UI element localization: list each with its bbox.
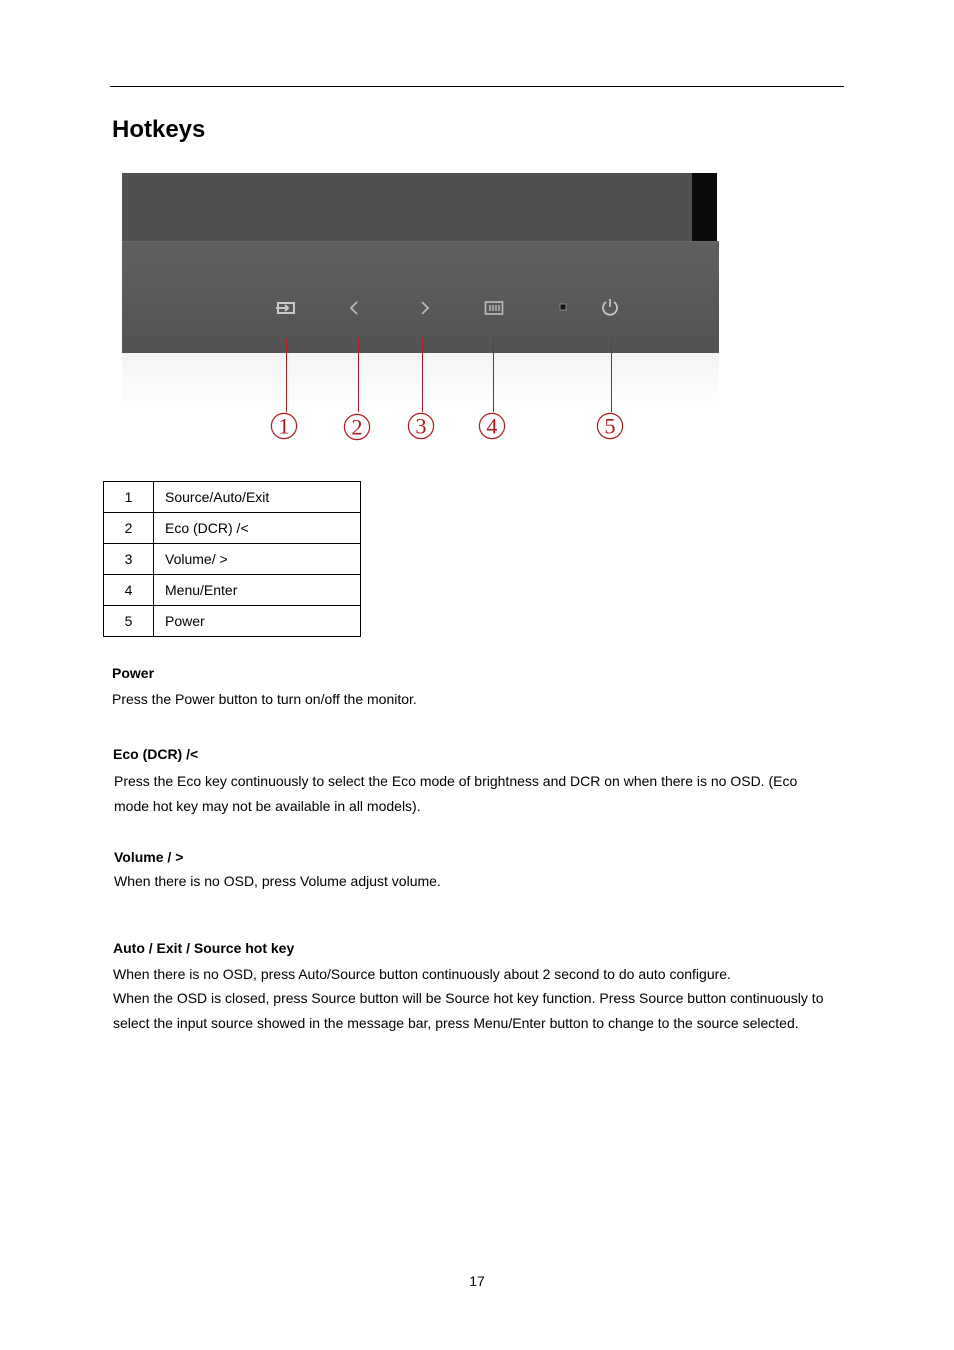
table-row bbox=[104, 482, 361, 513]
monitor-bezel bbox=[122, 241, 719, 353]
hotkey-table bbox=[103, 481, 361, 637]
page-title: Hotkeys bbox=[112, 116, 206, 143]
source-description-line-1: When there is no OSD, press Auto/Source button continuously about 2 second to do auto configure. bbox=[113, 966, 731, 982]
callout-number-2 bbox=[343, 413, 371, 441]
callout-line-1 bbox=[286, 338, 287, 412]
source-description-line-2: When the OSD is closed, press Source button will be Source hot key function. Press Source button continuously to bbox=[113, 990, 824, 1006]
volume-description: When there is no OSD, press Volume adjust volume. bbox=[114, 873, 441, 889]
callout-label: 2 bbox=[351, 414, 363, 440]
callout-number-3 bbox=[407, 412, 435, 440]
eco-heading: Eco (DCR) /< bbox=[113, 746, 199, 762]
eco-description-line-2: mode hot key may not be available in all models). bbox=[114, 798, 421, 814]
key-number: 1 bbox=[104, 482, 154, 513]
callout-line-3 bbox=[422, 338, 423, 412]
key-number: 4 bbox=[104, 575, 154, 606]
source-description-line-3: select the input source showed in the message bar, press Menu/Enter button to change to the source selected. bbox=[113, 1015, 799, 1031]
callout-label: 1 bbox=[278, 413, 290, 439]
key-number: 3 bbox=[104, 544, 154, 575]
eco-description-line-1: Press the Eco key continuously to select the Eco mode of brightness and DCR on when there is no OSD. (Eco bbox=[114, 773, 798, 789]
callout-line-2 bbox=[358, 338, 359, 412]
power-icon bbox=[600, 297, 620, 317]
right-arrow-icon bbox=[419, 300, 431, 316]
monitor-hotkeys-figure bbox=[120, 172, 720, 454]
power-description: Press the Power button to turn on/off the monitor. bbox=[112, 691, 417, 707]
key-function: Menu/Enter bbox=[154, 575, 361, 606]
key-function: Source/Auto/Exit bbox=[154, 482, 361, 513]
callout-number-4 bbox=[478, 412, 506, 440]
indicator-light-icon bbox=[558, 302, 568, 312]
callout-label: 5 bbox=[604, 413, 616, 439]
monitor-screen-edge bbox=[692, 173, 717, 241]
key-function: Power bbox=[154, 606, 361, 637]
table-row bbox=[104, 606, 361, 637]
callout-line-4 bbox=[493, 338, 494, 412]
source-icon bbox=[275, 300, 297, 316]
source-heading: Auto / Exit / Source hot key bbox=[113, 940, 295, 956]
volume-heading: Volume / > bbox=[114, 849, 184, 865]
table-row bbox=[104, 544, 361, 575]
callout-number-5 bbox=[596, 412, 624, 440]
key-number: 5 bbox=[104, 606, 154, 637]
callout-line-5 bbox=[611, 338, 612, 412]
callout-label: 4 bbox=[486, 413, 498, 439]
page-number: 17 bbox=[469, 1273, 485, 1289]
left-arrow-icon bbox=[348, 300, 360, 316]
key-function: Volume/ > bbox=[154, 544, 361, 575]
header-rule bbox=[110, 86, 844, 87]
monitor-screen bbox=[122, 173, 694, 241]
table-row bbox=[104, 513, 361, 544]
menu-icon bbox=[484, 300, 504, 316]
table-row bbox=[104, 575, 361, 606]
key-number: 2 bbox=[104, 513, 154, 544]
callout-label: 3 bbox=[415, 413, 427, 439]
power-heading: Power bbox=[112, 665, 155, 681]
callout-number-1 bbox=[270, 412, 298, 440]
key-function: Eco (DCR) /< bbox=[154, 513, 361, 544]
